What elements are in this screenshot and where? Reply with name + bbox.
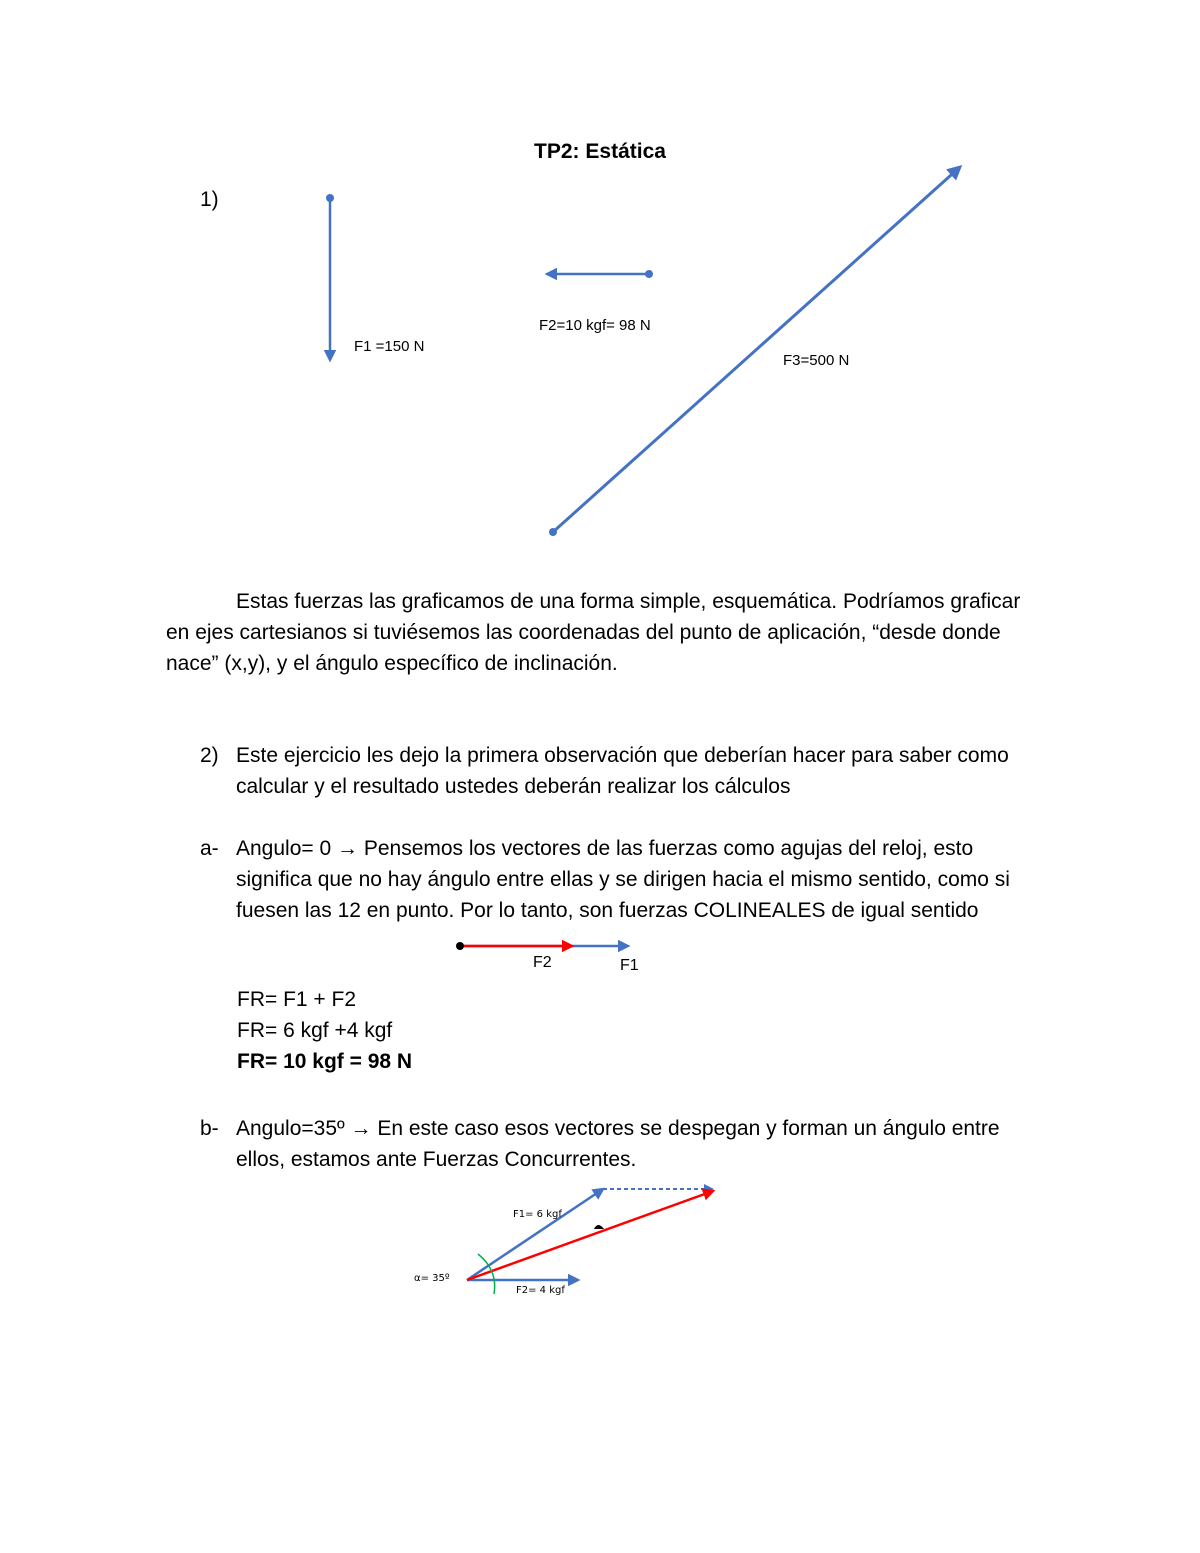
concurrent-diagram bbox=[467, 1189, 713, 1294]
f2-vector bbox=[547, 270, 653, 278]
section-1-paragraph: Estas fuerzas las graficamos de una forma simple, esquemática. Podríamos graficar en ejes cartesianos si tuviésemos las coordenadas del punto de aplicación, “desde donde nace” (x,y), y el ángulo específico de inclinación. bbox=[166, 590, 1021, 675]
item-b-marker: b- bbox=[200, 1117, 219, 1140]
section-2 bbox=[166, 740, 1046, 810]
fr-line-1: FR= F1 + F2 bbox=[237, 988, 357, 1011]
item-b-f2-label: F2= 4 kgf bbox=[516, 1285, 565, 1296]
item-b-text: Angulo=35º → En este caso esos vectores se despegan y forman un ángulo entre ellos, estamos ante Fuerzas Concurrentes. bbox=[236, 1117, 1000, 1171]
section-2-text: Este ejercicio les dejo la primera observación que deberían hacer para saber como calcular y el resultado ustedes deberán realizar los cálculos bbox=[236, 744, 1009, 798]
fr-line-2: FR= 6 kgf +4 kgf bbox=[237, 1019, 393, 1042]
item-a-f1-label: F1 bbox=[620, 957, 639, 974]
page-title: TP2: Estática bbox=[534, 140, 666, 163]
item-b bbox=[166, 1113, 1046, 1183]
section-1-number: 1) bbox=[200, 188, 219, 211]
item-a-f2-label: F2 bbox=[533, 954, 552, 971]
colinear-diagram bbox=[456, 942, 628, 950]
f3-vector bbox=[549, 167, 960, 536]
section-2-number: 2) bbox=[200, 744, 219, 767]
fr-line-3: FR= 10 kgf = 98 N bbox=[237, 1050, 413, 1073]
f2-label: F2=10 kgf= 98 N bbox=[539, 317, 651, 334]
item-a-text: Angulo= 0 → Pensemos los vectores de las fuerzas como agujas del reloj, esto significa que no hay ángulo entre ellas y se dirigen hacia el mismo sentido, como si fuesen las 12 en punto. Por lo tanto, son fuerzas COLINEALES de igual sentido bbox=[236, 837, 1010, 922]
f1-vector bbox=[326, 194, 334, 360]
item-b-alpha-label: α= 35º bbox=[414, 1273, 450, 1284]
item-b-f1-label: F1= 6 kgf bbox=[513, 1209, 562, 1220]
item-a-marker: a- bbox=[200, 837, 219, 860]
item-a bbox=[166, 833, 1046, 933]
f1-label: F1 =150 N bbox=[354, 338, 425, 355]
f3-label: F3=500 N bbox=[783, 352, 850, 369]
